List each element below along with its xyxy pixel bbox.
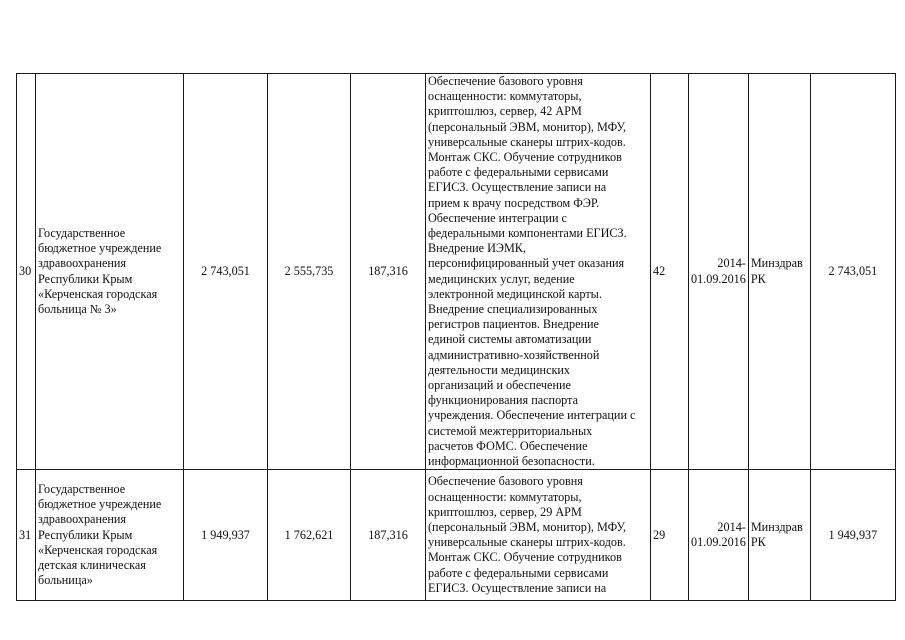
amount-part1-cell: 2 555,735 bbox=[268, 74, 351, 470]
organization-cell bbox=[36, 74, 184, 470]
period-text: 2014- 01.09.2016 bbox=[691, 520, 746, 550]
amount-part2-cell: 187,316 bbox=[351, 470, 426, 601]
amount-total-cell: 2 743,051 bbox=[184, 74, 268, 470]
description-cell bbox=[426, 74, 651, 470]
amount-total-cell: 1 949,937 bbox=[184, 470, 268, 601]
row-number-cell: 31 bbox=[17, 470, 36, 601]
organization-name: Государственное бюджетное учреждение здравоохранения Республики Крым «Керченская городская больница № 3» bbox=[38, 226, 162, 317]
total-cell: 1 949,937 bbox=[810, 470, 895, 601]
quantity-cell: 42 bbox=[651, 74, 689, 470]
amount-part2-cell: 187,316 bbox=[351, 74, 426, 470]
amount-part1-cell: 1 762,621 bbox=[268, 470, 351, 601]
table-row bbox=[17, 74, 896, 470]
period-cell bbox=[689, 470, 749, 601]
total-cell: 2 743,051 bbox=[810, 74, 895, 470]
period-text: 2014- 01.09.2016 bbox=[691, 256, 746, 286]
description-cell bbox=[426, 470, 651, 601]
description-text: Обеспечение базового уровня оснащенности: коммутаторы, криптошлюз, сервер, 29 АРМ (персональный ЭВМ, монитор), МФУ, универсальные сканеры штрих-кодов. Монтаж СКС. Обучение сотрудников работе с федеральными сервисами ЕГИСЗ. Осуществление записи на bbox=[428, 474, 627, 595]
row-number-cell: 30 bbox=[17, 74, 36, 470]
executor-text: Минздрав РК bbox=[750, 520, 803, 550]
organization-name: Государственное бюджетное учреждение здравоохранения Республики Крым «Керченская городская детская клиническая больница» bbox=[38, 482, 162, 588]
quantity-cell: 29 bbox=[651, 470, 689, 601]
period-cell bbox=[689, 74, 749, 470]
executor-cell bbox=[748, 470, 810, 601]
executor-text: Минздрав РК bbox=[750, 256, 803, 286]
executor-cell bbox=[748, 74, 810, 470]
table-row bbox=[17, 470, 896, 601]
organization-cell bbox=[36, 470, 184, 601]
description-text: Обеспечение базового уровня оснащенности: коммутаторы, криптошлюз, сервер, 42 АРМ (персональный ЭВМ, монитор), МФУ, универсальные сканеры штрих-кодов. Монтаж СКС. Обучение сотрудников работе с федеральными сервисами ЕГИСЗ. Осуществление записи на прием к врачу посредством ФЭР. Обеспечение интеграции с федеральными компонентами ЕГИСЗ. Внедрение ИЭМК, персонифицированный учет оказания медицинских услуг, ведение электронной медицинской карты. Внедрение специализированных регистров пациентов. Внедрение единой системы автоматизации административно-хозяйственной деятельности медицинских организаций и обеспечение функционирования паспорта учреждения. Обеспечение интеграции с системой межтерриториальных расчетов ФОМС. Обеспечение информационной безопасности. bbox=[428, 74, 636, 469]
program-table bbox=[16, 73, 896, 601]
